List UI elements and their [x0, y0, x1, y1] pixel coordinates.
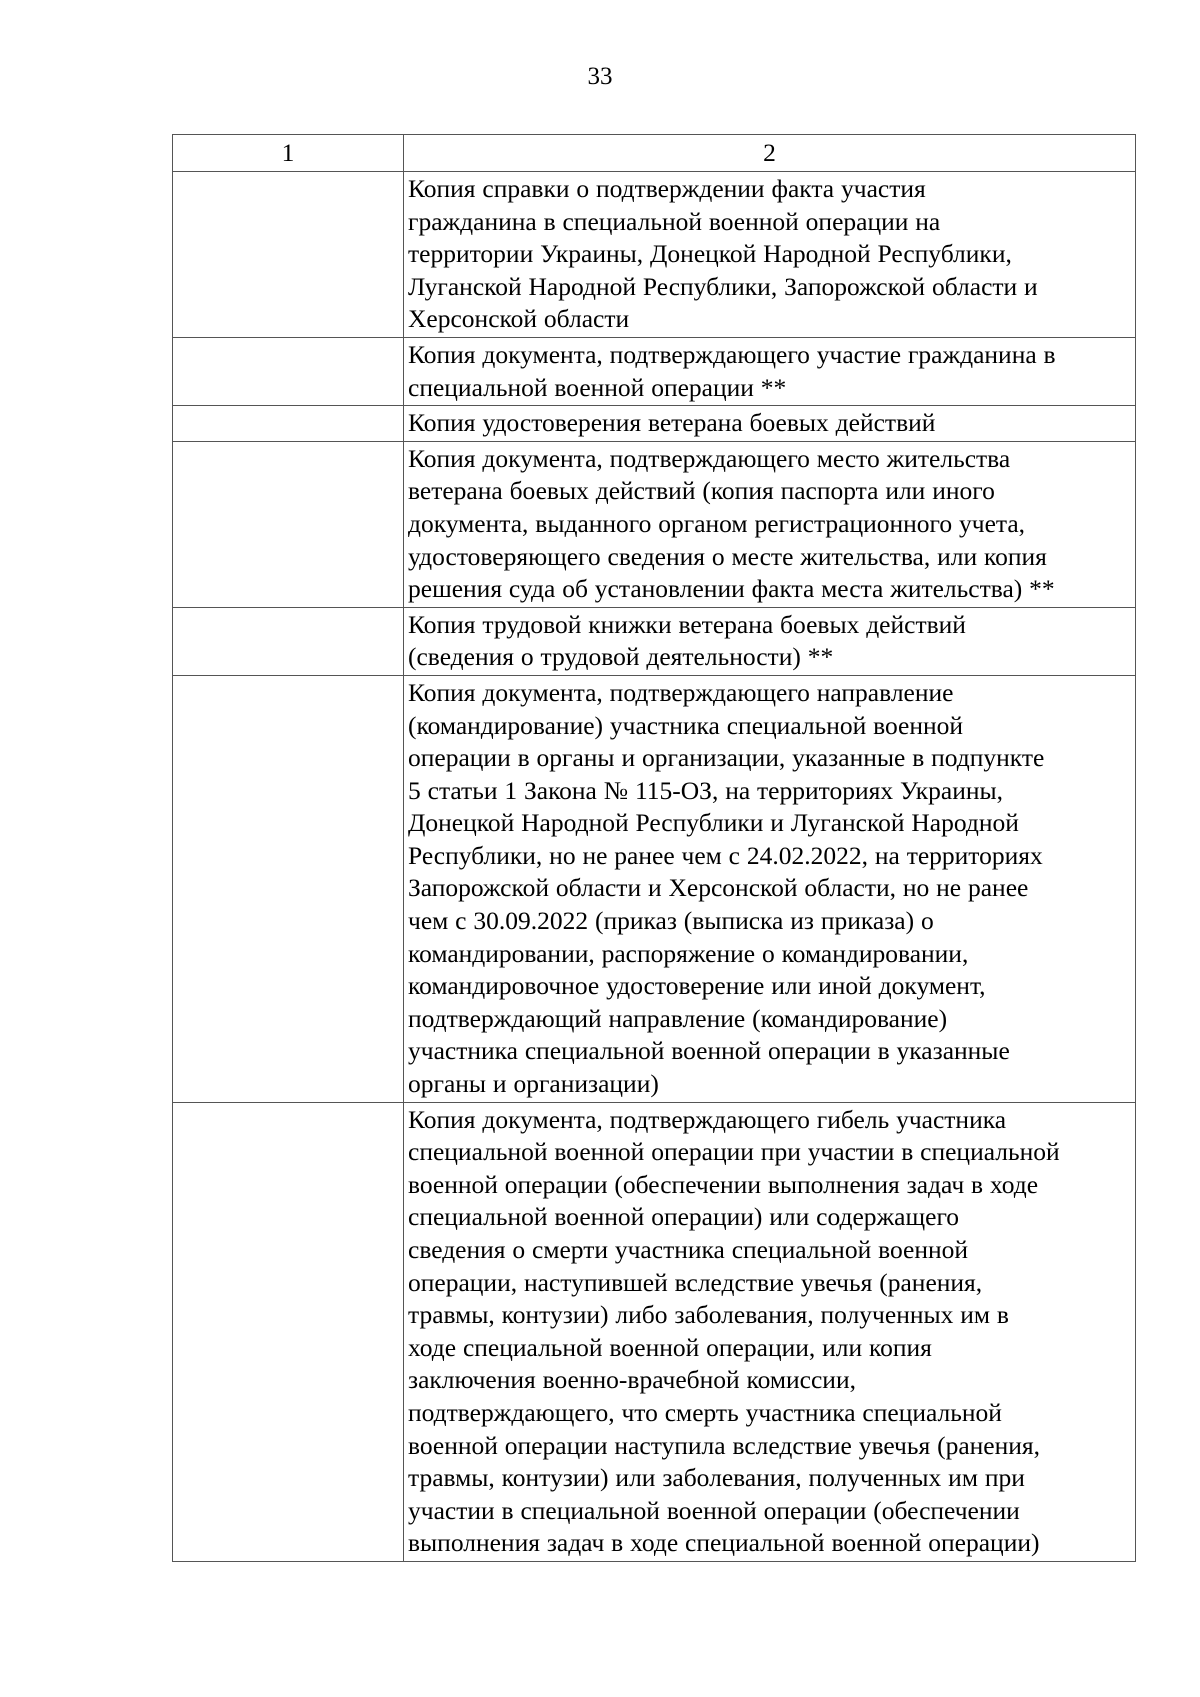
description-line: подтверждающего, что смерть участника специальной — [408, 1397, 1002, 1427]
row-number-cell — [173, 441, 404, 607]
description-line: гражданина в специальной военной операции на — [408, 206, 941, 236]
description-line: военной операции наступила вследствие увечья (ранения, — [408, 1430, 1040, 1460]
description-line: специальной военной операции ** — [408, 372, 787, 402]
description-line: участии в специальной военной операции (обеспечении — [408, 1495, 1020, 1525]
description-line: операции, наступившей вследствие увечья (ранения, — [408, 1267, 983, 1297]
documents-table — [172, 134, 1136, 1562]
description-line: Республики, но не ранее чем с 24.02.2022, на территориях — [408, 840, 1043, 870]
document-description-cell — [404, 406, 1136, 442]
description-line: Копия документа, подтверждающего место жительства — [408, 443, 1011, 473]
column-header-1: 1 — [173, 135, 404, 172]
document-description-cell — [404, 607, 1136, 675]
description-line: Запорожской области и Херсонской области, но не ранее — [408, 873, 1029, 903]
document-description-cell — [404, 172, 1136, 338]
description-line: заключения военно-врачебной комиссии, — [408, 1365, 856, 1395]
description-line: выполнения задач в ходе специальной военной операции) — [408, 1528, 1040, 1558]
description-line: 5 статьи 1 Закона № 115-ОЗ, на территориях Украины, — [408, 775, 1004, 805]
table-row — [173, 1102, 1136, 1561]
description-line: травмы, контузии) или заболевания, полученных им при — [408, 1463, 1025, 1493]
document-description-cell — [404, 337, 1136, 405]
description-line: участника специальной военной операции в указанные — [408, 1036, 1010, 1066]
column-header-2: 2 — [404, 135, 1136, 172]
table-row — [173, 337, 1136, 405]
description-line: военной операции (обеспечении выполнения задач в ходе — [408, 1169, 1039, 1199]
table-row — [173, 675, 1136, 1102]
row-number-cell — [173, 1102, 404, 1561]
page-number: 33 — [587, 63, 613, 90]
row-number-cell — [173, 406, 404, 442]
row-number-cell — [173, 675, 404, 1102]
description-line: операции в органы и организации, указанные в подпункте — [408, 743, 1045, 773]
description-line: Луганской Народной Республики, Запорожской области и — [408, 271, 1038, 301]
description-line: Копия справки о подтверждении факта участия — [408, 174, 926, 203]
description-line: Копия документа, подтверждающего участие гражданина в — [408, 339, 1056, 369]
description-line: (командирование) участника специальной военной — [408, 710, 964, 740]
description-line: чем с 30.09.2022 (приказ (выписка из приказа) о — [408, 906, 934, 936]
description-line: командировочное удостоверение или иной документ, — [408, 971, 986, 1001]
description-line: Донецкой Народной Республики и Луганской Народной — [408, 808, 1019, 838]
description-line: ходе специальной военной операции, или копия — [408, 1332, 932, 1362]
document-description-cell — [404, 1102, 1136, 1561]
document-description-cell — [404, 441, 1136, 607]
description-line: территории Украины, Донецкой Народной Республики, — [408, 239, 1012, 269]
description-line: подтверждающий направление (командирование) — [408, 1003, 948, 1033]
description-line: командировании, распоряжение о командировании, — [408, 938, 969, 968]
row-number-cell — [173, 172, 404, 338]
table-row — [173, 172, 1136, 338]
description-line: решения суда об установлении факта места жительства) ** — [408, 574, 1055, 604]
row-number-cell — [173, 607, 404, 675]
description-line: Копия трудовой книжки ветерана боевых действий — [408, 609, 966, 639]
description-line: удостоверяющего сведения о месте жительства, или копия — [408, 541, 1047, 571]
description-line: сведения о смерти участника специальной военной — [408, 1235, 969, 1264]
description-line: травмы, контузии) либо заболевания, полученных им в — [408, 1300, 1009, 1330]
description-line: специальной военной операции при участии в специальной — [408, 1137, 1060, 1167]
row-number-cell — [173, 337, 404, 405]
description-line: документа, выданного органом регистрационного учета, — [408, 508, 1026, 538]
description-line: Копия документа, подтверждающего гибель участника — [408, 1104, 1007, 1134]
description-line: органы и организации) — [408, 1069, 659, 1099]
description-line: Копия удостоверения ветерана боевых действий — [408, 408, 936, 438]
description-line: Херсонской области — [408, 304, 630, 334]
table-row — [173, 607, 1136, 675]
document-description-cell — [404, 675, 1136, 1102]
description-line: Копия документа, подтверждающего направление — [408, 677, 954, 707]
description-line: ветерана боевых действий (копия паспорта или иного — [408, 476, 995, 506]
table-row — [173, 406, 1136, 442]
table-header-row — [173, 135, 1136, 172]
description-line: специальной военной операции) или содержащего — [408, 1202, 960, 1232]
description-line: (сведения о трудовой деятельности) ** — [408, 642, 834, 672]
table-row — [173, 441, 1136, 607]
